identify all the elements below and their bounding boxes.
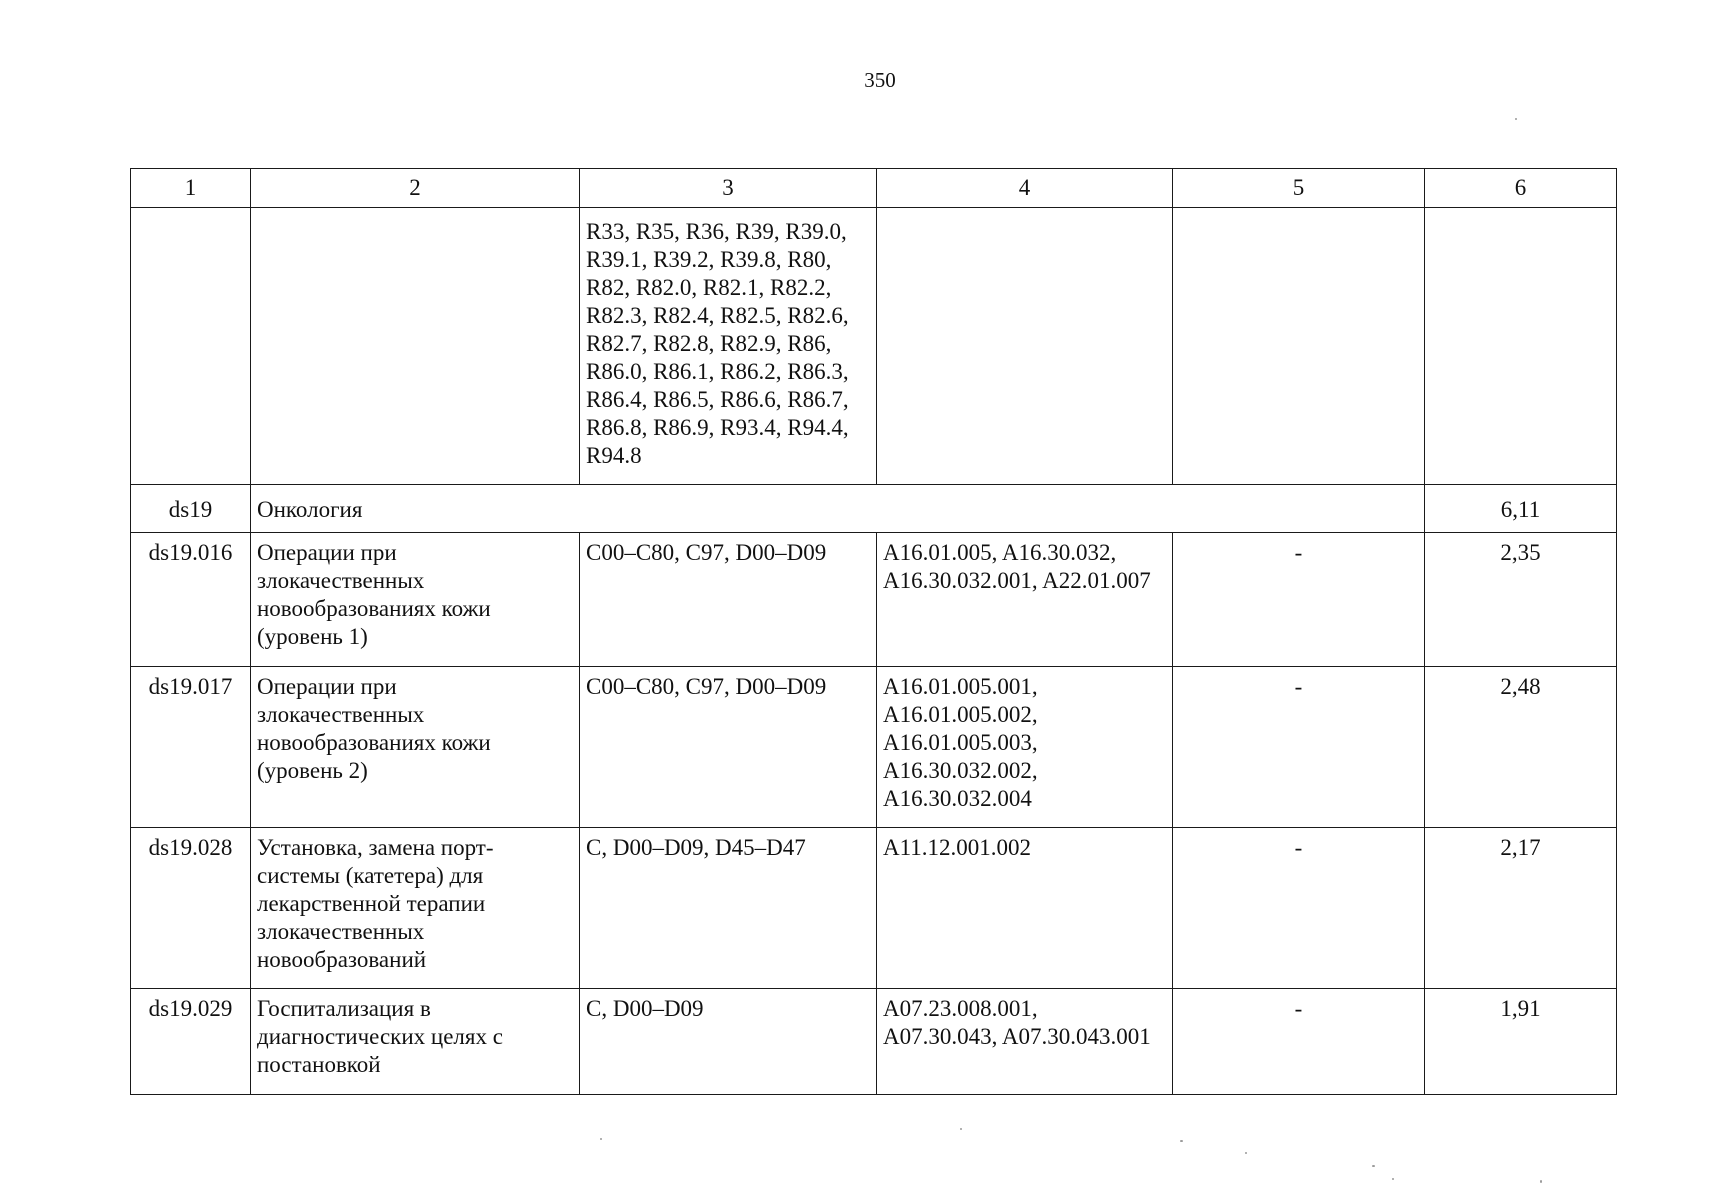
scan-speck: [1180, 1140, 1183, 1142]
scan-speck: [1372, 1165, 1375, 1167]
header-cell-1: 1: [131, 169, 251, 208]
scan-speck: [1392, 1178, 1394, 1180]
row-extra: -: [1173, 667, 1425, 828]
row-name: Госпитализация в диагностических целях с постановкой: [251, 989, 580, 1095]
row-diagnoses: C, D00–D09: [580, 989, 877, 1095]
tariff-table: [130, 168, 1617, 1095]
continuation-services-cell: [877, 208, 1173, 485]
table-row: [131, 533, 1617, 667]
row-coefficient: 1,91: [1425, 989, 1617, 1095]
group-name: Онкология: [251, 485, 1425, 533]
continuation-diagnoses-cell: R33, R35, R36, R39, R39.0, R39.1, R39.2, R39.8, R80, R82, R82.0, R82.1, R82.2, R82.3, R82.4, R82.5, R82.6, R82.7, R82.8, R82.9, R86, R86.0, R86.1, R86.2, R86.3, R86.4, R86.5, R86.6, R86.7, R86.8, R86.9, R93.4, R94.4, R94.8: [580, 208, 877, 485]
group-row: [131, 485, 1617, 533]
header-cell-2: 2: [251, 169, 580, 208]
row-extra: -: [1173, 533, 1425, 667]
row-diagnoses: C00–C80, C97, D00–D09: [580, 533, 877, 667]
group-code: ds19: [131, 485, 251, 533]
row-services: A11.12.001.002: [877, 828, 1173, 989]
row-code: ds19.017: [131, 667, 251, 828]
header-cell-6: 6: [1425, 169, 1617, 208]
row-extra: -: [1173, 828, 1425, 989]
header-cell-5: 5: [1173, 169, 1425, 208]
row-diagnoses: C00–C80, C97, D00–D09: [580, 667, 877, 828]
row-services: A16.01.005, A16.30.032, A16.30.032.001, A22.01.007: [877, 533, 1173, 667]
scan-speck: [960, 1128, 962, 1130]
row-code: ds19.028: [131, 828, 251, 989]
table-row: [131, 667, 1617, 828]
scan-speck: [1515, 118, 1517, 120]
continuation-extra-cell: [1173, 208, 1425, 485]
row-name: Операции при злокачественных новообразованиях кожи (уровень 1): [251, 533, 580, 667]
continuation-code-cell: [131, 208, 251, 485]
row-coefficient: 2,17: [1425, 828, 1617, 989]
continuation-name-cell: [251, 208, 580, 485]
scan-speck: [1540, 1180, 1542, 1183]
row-name: Установка, замена порт- системы (катетера) для лекарственной терапии злокачественных новообразований: [251, 828, 580, 989]
row-services: A16.01.005.001, A16.01.005.002, A16.01.005.003, A16.30.032.002, A16.30.032.004: [877, 667, 1173, 828]
row-name: Операции при злокачественных новообразованиях кожи (уровень 2): [251, 667, 580, 828]
scan-speck: [600, 1138, 602, 1140]
table-row: [131, 989, 1617, 1095]
continuation-coefficient-cell: [1425, 208, 1617, 485]
page-number: 350: [864, 68, 896, 92]
row-coefficient: 2,48: [1425, 667, 1617, 828]
row-code: ds19.029: [131, 989, 251, 1095]
scan-speck: [1245, 1152, 1247, 1154]
row-coefficient: 2,35: [1425, 533, 1617, 667]
row-diagnoses: C, D00–D09, D45–D47: [580, 828, 877, 989]
row-extra: -: [1173, 989, 1425, 1095]
header-cell-4: 4: [877, 169, 1173, 208]
header-cell-3: 3: [580, 169, 877, 208]
table-row: [131, 828, 1617, 989]
continuation-row: [131, 208, 1617, 485]
row-services: A07.23.008.001, A07.30.043, A07.30.043.001: [877, 989, 1173, 1095]
row-code: ds19.016: [131, 533, 251, 667]
table-header-row: [131, 169, 1617, 208]
group-coefficient: 6,11: [1425, 485, 1617, 533]
